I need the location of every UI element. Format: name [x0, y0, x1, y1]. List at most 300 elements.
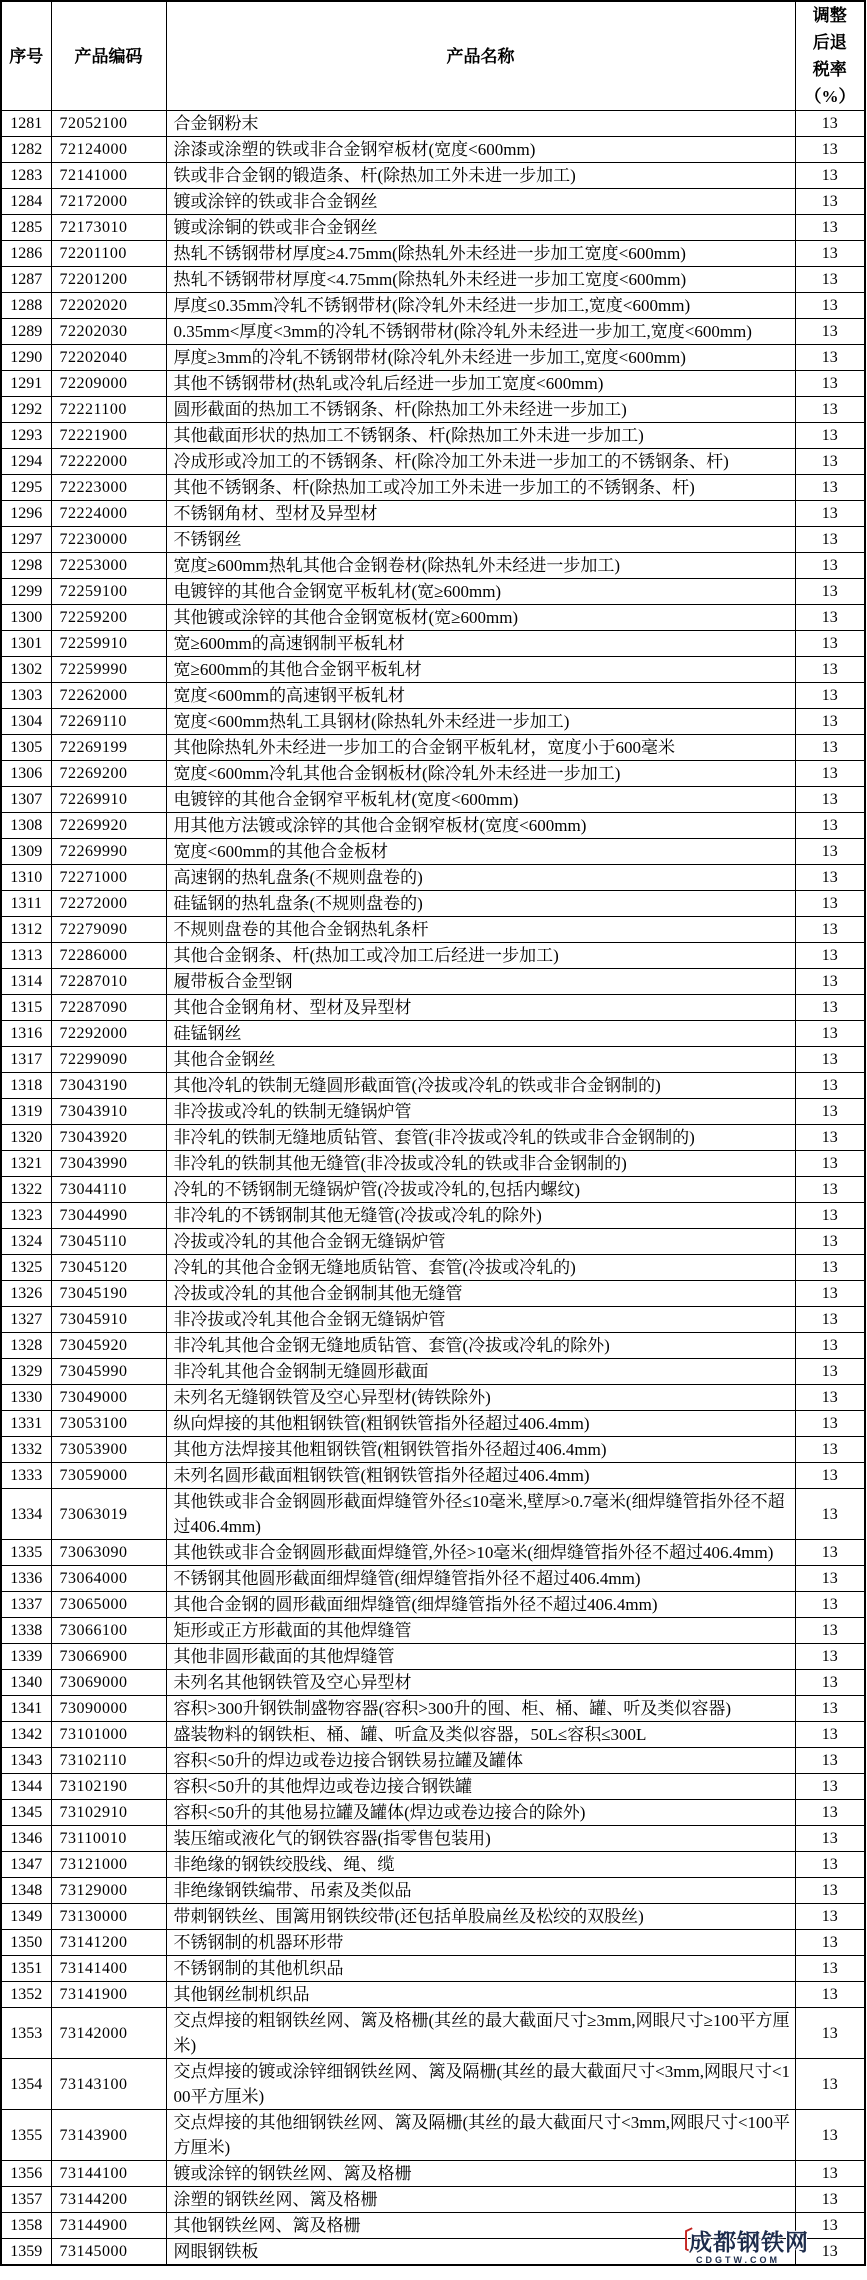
header-rate: 调整后退税率（%）	[795, 1, 865, 111]
row-rate: 13	[795, 605, 865, 631]
row-code: 73143100	[51, 2059, 166, 2110]
row-name: 涂漆或涂塑的铁或非合金钢窄板材(宽度<600mm)	[166, 137, 795, 163]
table-row	[1, 553, 865, 579]
table-row	[1, 1904, 865, 1930]
row-name: 盛装物料的钢铁柜、桶、罐、听盒及类似容器，50L≤容积≤300L	[166, 1722, 795, 1748]
row-seq: 1307	[1, 787, 51, 813]
row-rate: 13	[795, 1748, 865, 1774]
row-seq: 1311	[1, 891, 51, 917]
row-code: 72224000	[51, 501, 166, 527]
row-name: 未列名其他钢铁管及空心异型材	[166, 1670, 795, 1696]
row-code: 73069000	[51, 1670, 166, 1696]
row-rate: 13	[795, 1540, 865, 1566]
row-code: 72202030	[51, 319, 166, 345]
table-row	[1, 423, 865, 449]
row-rate: 13	[795, 2059, 865, 2110]
row-rate: 13	[795, 1411, 865, 1437]
row-rate: 13	[795, 1073, 865, 1099]
row-rate: 13	[795, 241, 865, 267]
row-code: 73102190	[51, 1774, 166, 1800]
row-rate: 13	[795, 1203, 865, 1229]
table-row	[1, 2059, 865, 2110]
table-row	[1, 2161, 865, 2187]
row-code: 72269920	[51, 813, 166, 839]
row-name: 宽度<600mm的其他合金板材	[166, 839, 795, 865]
row-name: 矩形或正方形截面的其他焊缝管	[166, 1618, 795, 1644]
table-row	[1, 345, 865, 371]
row-seq: 1331	[1, 1411, 51, 1437]
row-name: 其他不锈钢带材(热轧或冷轧后经进一步加工宽度<600mm)	[166, 371, 795, 397]
row-seq: 1345	[1, 1800, 51, 1826]
row-name: 不锈钢制的机器环形带	[166, 1930, 795, 1956]
header-name: 产品名称	[166, 1, 795, 111]
table-row	[1, 215, 865, 241]
row-seq: 1346	[1, 1826, 51, 1852]
row-rate: 13	[795, 1930, 865, 1956]
row-code: 73043990	[51, 1151, 166, 1177]
row-code: 73144200	[51, 2187, 166, 2213]
row-code: 72286000	[51, 943, 166, 969]
row-rate: 13	[795, 579, 865, 605]
row-name: 非冷轧其他合金钢无缝地质钻管、套管(冷拔或冷轧的除外)	[166, 1333, 795, 1359]
table-row	[1, 1774, 865, 1800]
row-rate: 13	[795, 631, 865, 657]
table-row	[1, 1411, 865, 1437]
row-rate: 13	[795, 293, 865, 319]
row-rate: 13	[795, 813, 865, 839]
row-name: 其他合金钢条、杆(热加工或冷加工后经进一步加工)	[166, 943, 795, 969]
table-row	[1, 449, 865, 475]
table-row	[1, 1540, 865, 1566]
table-row	[1, 1359, 865, 1385]
row-rate: 13	[795, 1904, 865, 1930]
watermark-text: 成都钢铁网	[689, 2229, 809, 2255]
row-name: 不锈钢丝	[166, 527, 795, 553]
row-name: 电镀锌的其他合金钢窄平板轧材(宽度<600mm)	[166, 787, 795, 813]
row-code: 73102110	[51, 1748, 166, 1774]
row-name: 容积>300升钢铁制盛物容器(容积>300升的囤、柜、桶、罐、听及类似容器)	[166, 1696, 795, 1722]
table-row	[1, 241, 865, 267]
row-seq: 1354	[1, 2059, 51, 2110]
row-seq: 1317	[1, 1047, 51, 1073]
row-seq: 1320	[1, 1125, 51, 1151]
table-row	[1, 1125, 865, 1151]
table-row	[1, 137, 865, 163]
row-rate: 13	[795, 1800, 865, 1826]
row-code: 72259990	[51, 657, 166, 683]
row-seq: 1287	[1, 267, 51, 293]
row-rate: 13	[795, 527, 865, 553]
row-name: 宽≥600mm的其他合金钢平板轧材	[166, 657, 795, 683]
row-seq: 1283	[1, 163, 51, 189]
row-code: 73121000	[51, 1852, 166, 1878]
row-seq: 1327	[1, 1307, 51, 1333]
table-row	[1, 1852, 865, 1878]
row-rate: 13	[795, 319, 865, 345]
row-seq: 1342	[1, 1722, 51, 1748]
table-row	[1, 267, 865, 293]
row-rate: 13	[795, 995, 865, 1021]
row-seq: 1308	[1, 813, 51, 839]
row-name: 涂塑的钢铁丝网、篱及格栅	[166, 2187, 795, 2213]
row-code: 73141200	[51, 1930, 166, 1956]
row-rate: 13	[795, 215, 865, 241]
table-row	[1, 1592, 865, 1618]
row-seq: 1341	[1, 1696, 51, 1722]
row-name: 其他冷轧的铁制无缝圆形截面管(冷拔或冷轧的铁或非合金钢制的)	[166, 1073, 795, 1099]
table-row	[1, 1151, 865, 1177]
row-seq: 1300	[1, 605, 51, 631]
row-code: 72173010	[51, 215, 166, 241]
row-rate: 13	[795, 2110, 865, 2161]
row-rate: 13	[795, 1385, 865, 1411]
row-code: 72269200	[51, 761, 166, 787]
table-row	[1, 761, 865, 787]
row-seq: 1323	[1, 1203, 51, 1229]
row-name: 用其他方法镀或涂锌的其他合金钢窄板材(宽度<600mm)	[166, 813, 795, 839]
row-rate: 13	[795, 1774, 865, 1800]
row-rate: 13	[795, 345, 865, 371]
row-name: 其他不锈钢条、杆(除热加工或冷加工外未进一步加工的不锈钢条、杆)	[166, 475, 795, 501]
table-row	[1, 969, 865, 995]
row-name: 冷拔或冷轧的其他合金钢无缝锅炉管	[166, 1229, 795, 1255]
row-rate: 13	[795, 1281, 865, 1307]
row-rate: 13	[795, 189, 865, 215]
table-row	[1, 319, 865, 345]
row-rate: 13	[795, 423, 865, 449]
table-row	[1, 1229, 865, 1255]
table-row	[1, 1463, 865, 1489]
row-rate: 13	[795, 735, 865, 761]
row-seq: 1337	[1, 1592, 51, 1618]
row-rate: 13	[795, 1618, 865, 1644]
row-rate: 13	[795, 709, 865, 735]
row-seq: 1326	[1, 1281, 51, 1307]
row-rate: 13	[795, 1592, 865, 1618]
row-code: 73063019	[51, 1489, 166, 1540]
row-seq: 1332	[1, 1437, 51, 1463]
row-name: 未列名无缝钢铁管及空心异型材(铸铁除外)	[166, 1385, 795, 1411]
row-code: 73045920	[51, 1333, 166, 1359]
row-rate: 13	[795, 2239, 865, 2266]
header-seq: 序号	[1, 1, 51, 111]
table-row	[1, 1618, 865, 1644]
row-code: 72253000	[51, 553, 166, 579]
row-name: 合金钢粉末	[166, 111, 795, 137]
row-code: 73066900	[51, 1644, 166, 1670]
row-seq: 1302	[1, 657, 51, 683]
row-name: 热轧不锈钢带材厚度<4.75mm(除热轧外未经进一步加工宽度<600mm)	[166, 267, 795, 293]
table-row	[1, 2187, 865, 2213]
row-name: 硅锰钢的热轧盘条(不规则盘卷的)	[166, 891, 795, 917]
row-name: 镀或涂锌的钢铁丝网、篱及格栅	[166, 2161, 795, 2187]
row-code: 73141900	[51, 1982, 166, 2008]
row-code: 72272000	[51, 891, 166, 917]
table-row	[1, 475, 865, 501]
table-row	[1, 397, 865, 423]
row-name: 宽度<600mm的高速钢平板轧材	[166, 683, 795, 709]
row-code: 73059000	[51, 1463, 166, 1489]
table-row	[1, 1437, 865, 1463]
table-row	[1, 1099, 865, 1125]
row-seq: 1316	[1, 1021, 51, 1047]
row-name: 非冷拔或冷轧其他合金钢无缝锅炉管	[166, 1307, 795, 1333]
row-name: 宽≥600mm的高速钢制平板轧材	[166, 631, 795, 657]
row-rate: 13	[795, 1878, 865, 1904]
row-code: 73142000	[51, 2008, 166, 2059]
row-name: 交点焊接的其他细钢铁丝网、篱及隔栅(其丝的最大截面尺寸<3mm,网眼尺寸<100平方厘米)	[166, 2110, 795, 2161]
row-name: 其他铁或非合金钢圆形截面焊缝管,外径>10毫米(细焊缝管指外径不超过406.4mm)	[166, 1540, 795, 1566]
table-row	[1, 657, 865, 683]
table-row	[1, 111, 865, 137]
row-seq: 1353	[1, 2008, 51, 2059]
row-rate: 13	[795, 1956, 865, 1982]
row-seq: 1350	[1, 1930, 51, 1956]
table-row	[1, 2213, 865, 2239]
row-code: 72259100	[51, 579, 166, 605]
row-name: 容积<50升的焊边或卷边接合钢铁易拉罐及罐体	[166, 1748, 795, 1774]
row-code: 72269199	[51, 735, 166, 761]
row-code: 73102910	[51, 1800, 166, 1826]
row-rate: 13	[795, 1177, 865, 1203]
row-code: 73045120	[51, 1255, 166, 1281]
table-row	[1, 1307, 865, 1333]
row-rate: 13	[795, 397, 865, 423]
row-name: 不锈钢其他圆形截面细焊缝管(细焊缝管指外径不超过406.4mm)	[166, 1566, 795, 1592]
table-row	[1, 813, 865, 839]
row-name: 电镀锌的其他合金钢宽平板轧材(宽≥600mm)	[166, 579, 795, 605]
row-rate: 13	[795, 787, 865, 813]
row-code: 72299090	[51, 1047, 166, 1073]
row-rate: 13	[795, 1437, 865, 1463]
table-row	[1, 1956, 865, 1982]
row-seq: 1312	[1, 917, 51, 943]
row-code: 73064000	[51, 1566, 166, 1592]
row-rate: 13	[795, 449, 865, 475]
row-rate: 13	[795, 371, 865, 397]
row-seq: 1289	[1, 319, 51, 345]
row-rate: 13	[795, 1489, 865, 1540]
row-name: 冷轧的其他合金钢无缝地质钻管、套管(冷拔或冷轧的)	[166, 1255, 795, 1281]
row-name: 铁或非合金钢的锻造条、杆(除热加工外未进一步加工)	[166, 163, 795, 189]
row-rate: 13	[795, 475, 865, 501]
row-code: 73043910	[51, 1099, 166, 1125]
row-seq: 1318	[1, 1073, 51, 1099]
row-seq: 1329	[1, 1359, 51, 1385]
table-row	[1, 2008, 865, 2059]
row-code: 73130000	[51, 1904, 166, 1930]
row-name: 非绝缘钢铁编带、吊索及类似品	[166, 1878, 795, 1904]
row-code: 72223000	[51, 475, 166, 501]
table-row	[1, 631, 865, 657]
row-seq: 1347	[1, 1852, 51, 1878]
row-rate: 13	[795, 1021, 865, 1047]
row-seq: 1349	[1, 1904, 51, 1930]
table-row	[1, 1385, 865, 1411]
row-seq: 1343	[1, 1748, 51, 1774]
row-rate: 13	[795, 1151, 865, 1177]
row-rate: 13	[795, 1644, 865, 1670]
row-code: 72287010	[51, 969, 166, 995]
row-seq: 1330	[1, 1385, 51, 1411]
row-seq: 1294	[1, 449, 51, 475]
row-rate: 13	[795, 1566, 865, 1592]
row-rate: 13	[795, 943, 865, 969]
row-code: 72269910	[51, 787, 166, 813]
row-name: 未列名圆形截面粗钢铁管(粗钢铁管指外径超过406.4mm)	[166, 1463, 795, 1489]
row-name: 容积<50升的其他易拉罐及罐体(焊边或卷边接合的除外)	[166, 1800, 795, 1826]
row-seq: 1293	[1, 423, 51, 449]
table-row	[1, 1566, 865, 1592]
row-code: 73053900	[51, 1437, 166, 1463]
table-row	[1, 189, 865, 215]
table-row	[1, 1670, 865, 1696]
row-seq: 1310	[1, 865, 51, 891]
row-code: 73049000	[51, 1385, 166, 1411]
row-name: 带刺钢铁丝、围篱用钢铁绞带(还包括单股扁丝及松绞的双股丝)	[166, 1904, 795, 1930]
row-code: 73043920	[51, 1125, 166, 1151]
row-seq: 1291	[1, 371, 51, 397]
row-code: 73066100	[51, 1618, 166, 1644]
row-name: 交点焊接的镀或涂锌细钢铁丝网、篱及隔栅(其丝的最大截面尺寸<3mm,网眼尺寸<100平方厘米)	[166, 2059, 795, 2110]
row-name: 其他非圆形截面的其他焊缝管	[166, 1644, 795, 1670]
table-header	[1, 1, 865, 111]
row-name: 不规则盘卷的其他合金钢热轧条杆	[166, 917, 795, 943]
row-name: 非冷轧的铁制其他无缝管(非冷拔或冷轧的铁或非合金钢制的)	[166, 1151, 795, 1177]
table-row	[1, 1826, 865, 1852]
row-seq: 1344	[1, 1774, 51, 1800]
row-code: 72221100	[51, 397, 166, 423]
table-row	[1, 1281, 865, 1307]
row-code: 73144100	[51, 2161, 166, 2187]
row-seq: 1359	[1, 2239, 51, 2266]
row-code: 72230000	[51, 527, 166, 553]
row-rate: 13	[795, 267, 865, 293]
table-row	[1, 371, 865, 397]
row-name: 其他钢丝制机织品	[166, 1982, 795, 2008]
row-rate: 13	[795, 1696, 865, 1722]
row-rate: 13	[795, 1359, 865, 1385]
row-seq: 1333	[1, 1463, 51, 1489]
row-rate: 13	[795, 1255, 865, 1281]
table-row	[1, 579, 865, 605]
row-code: 73129000	[51, 1878, 166, 1904]
row-rate: 13	[795, 2213, 865, 2239]
table-row	[1, 501, 865, 527]
row-code: 72202020	[51, 293, 166, 319]
table-row	[1, 1644, 865, 1670]
row-rate: 13	[795, 865, 865, 891]
row-seq: 1355	[1, 2110, 51, 2161]
row-name: 非冷轧的铁制无缝地质钻管、套管(非冷拔或冷轧的铁或非合金钢制的)	[166, 1125, 795, 1151]
row-name: 其他截面形状的热加工不锈钢条、杆(除热加工外未进一步加工)	[166, 423, 795, 449]
row-code: 72269110	[51, 709, 166, 735]
row-seq: 1306	[1, 761, 51, 787]
row-code: 72052100	[51, 111, 166, 137]
row-rate: 13	[795, 969, 865, 995]
row-name: 镀或涂铜的铁或非合金钢丝	[166, 215, 795, 241]
row-code: 72201200	[51, 267, 166, 293]
row-seq: 1288	[1, 293, 51, 319]
row-name: 镀或涂锌的铁或非合金钢丝	[166, 189, 795, 215]
row-code: 73044990	[51, 1203, 166, 1229]
row-rate: 13	[795, 2187, 865, 2213]
row-seq: 1358	[1, 2213, 51, 2239]
row-code: 72221900	[51, 423, 166, 449]
row-rate: 13	[795, 163, 865, 189]
table-row	[1, 1489, 865, 1540]
row-seq: 1321	[1, 1151, 51, 1177]
row-code: 73141400	[51, 1956, 166, 1982]
row-name: 冷轧的不锈钢制无缝锅炉管(冷拔或冷轧的,包括内螺纹)	[166, 1177, 795, 1203]
row-code: 73090000	[51, 1696, 166, 1722]
row-rate: 13	[795, 1047, 865, 1073]
table-row	[1, 709, 865, 735]
watermark-domain: CDGTW.COM	[695, 2255, 780, 2265]
row-name: 圆形截面的热加工不锈钢条、杆(除热加工外未经进一步加工)	[166, 397, 795, 423]
row-name: 其他合金钢丝	[166, 1047, 795, 1073]
row-seq: 1325	[1, 1255, 51, 1281]
row-seq: 1296	[1, 501, 51, 527]
row-code: 73045990	[51, 1359, 166, 1385]
row-seq: 1305	[1, 735, 51, 761]
row-rate: 13	[795, 2008, 865, 2059]
table-row	[1, 1982, 865, 2008]
row-rate: 13	[795, 1099, 865, 1125]
table-row	[1, 995, 865, 1021]
row-code: 72141000	[51, 163, 166, 189]
row-code: 72172000	[51, 189, 166, 215]
row-seq: 1299	[1, 579, 51, 605]
table-row	[1, 1878, 865, 1904]
table-row	[1, 1047, 865, 1073]
row-name: 高速钢的热轧盘条(不规则盘卷的)	[166, 865, 795, 891]
row-seq: 1314	[1, 969, 51, 995]
row-name: 非冷轧其他合金钢制无缝圆形截面	[166, 1359, 795, 1385]
row-seq: 1348	[1, 1878, 51, 1904]
row-code: 73101000	[51, 1722, 166, 1748]
row-seq: 1297	[1, 527, 51, 553]
table-row	[1, 683, 865, 709]
table-row	[1, 917, 865, 943]
row-name: 不锈钢角材、型材及异型材	[166, 501, 795, 527]
row-name: 厚度≤0.35mm冷轧不锈钢带材(除冷轧外未经进一步加工,宽度<600mm)	[166, 293, 795, 319]
row-seq: 1303	[1, 683, 51, 709]
row-code: 73043190	[51, 1073, 166, 1099]
row-code: 72202040	[51, 345, 166, 371]
row-name: 其他铁或非合金钢圆形截面焊缝管外径≤10毫米,壁厚>0.7毫米(细焊缝管指外径不超过406.4mm)	[166, 1489, 795, 1540]
row-name: 其他方法焊接其他粗钢铁管(粗钢铁管指外径超过406.4mm)	[166, 1437, 795, 1463]
row-seq: 1313	[1, 943, 51, 969]
row-seq: 1356	[1, 2161, 51, 2187]
table-row	[1, 1255, 865, 1281]
row-name: 热轧不锈钢带材厚度≥4.75mm(除热轧外未经进一步加工宽度<600mm)	[166, 241, 795, 267]
row-name: 装压缩或液化气的钢铁容器(指零售包装用)	[166, 1826, 795, 1852]
row-rate: 13	[795, 891, 865, 917]
row-rate: 13	[795, 657, 865, 683]
row-rate: 13	[795, 1125, 865, 1151]
row-code: 72287090	[51, 995, 166, 1021]
row-rate: 13	[795, 1982, 865, 2008]
row-name: 纵向焊接的其他粗钢铁管(粗钢铁管指外径超过406.4mm)	[166, 1411, 795, 1437]
table-row	[1, 1748, 865, 1774]
table-row	[1, 865, 865, 891]
row-name: 其他合金钢的圆形截面细焊缝管(细焊缝管指外径不超过406.4mm)	[166, 1592, 795, 1618]
row-rate: 13	[795, 501, 865, 527]
table-row	[1, 2110, 865, 2161]
table-row	[1, 735, 865, 761]
row-name: 其他镀或涂锌的其他合金钢宽板材(宽≥600mm)	[166, 605, 795, 631]
